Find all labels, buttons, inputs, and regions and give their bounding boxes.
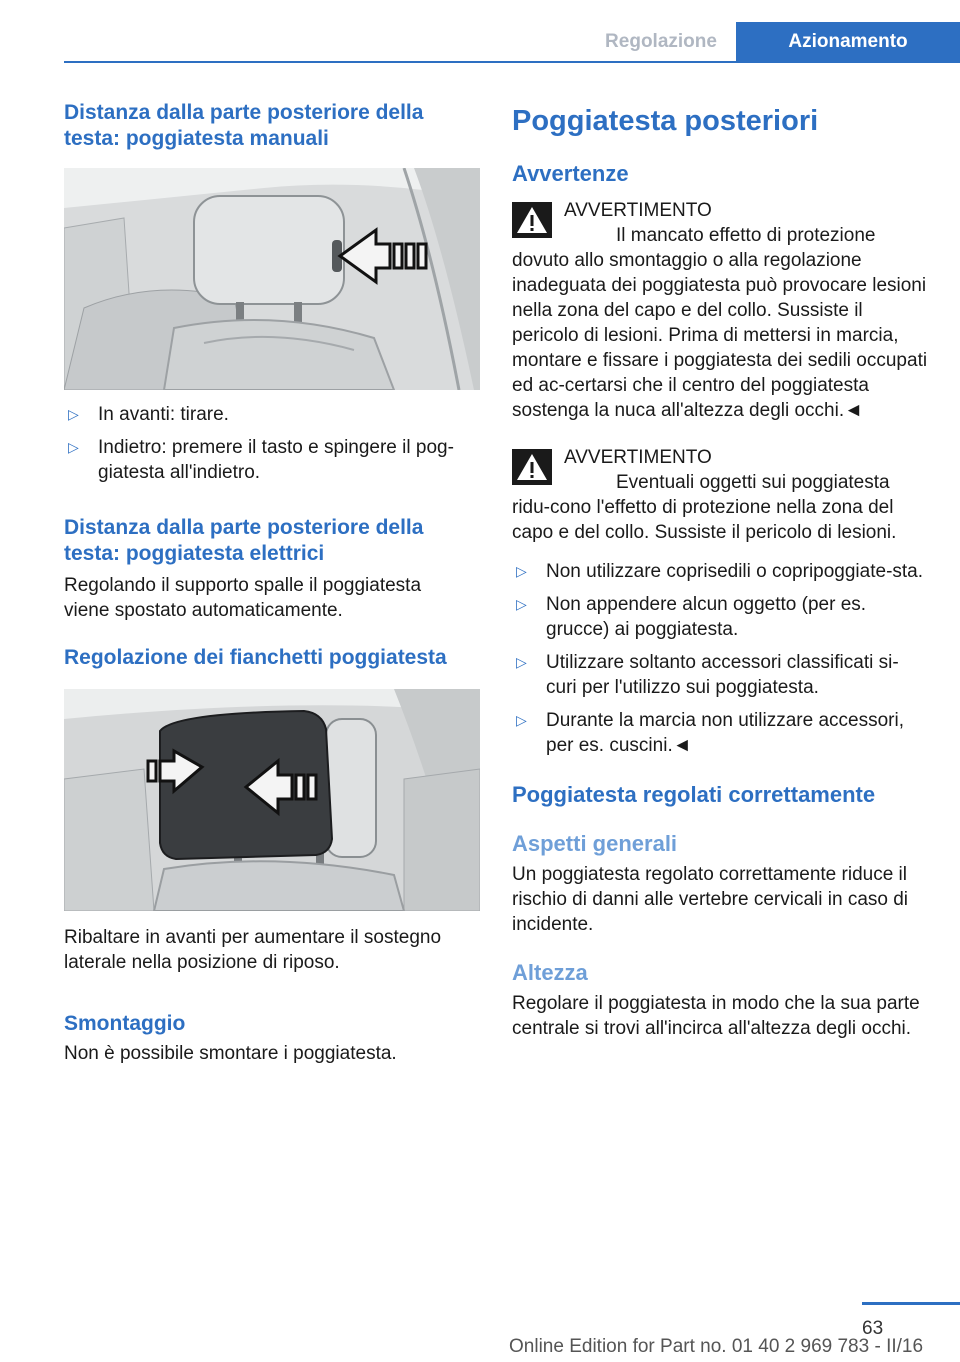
bullet-triangle-icon: ▷ xyxy=(516,712,527,728)
bullet-item: ▷ Utilizzare soltanto accessori classificati si-curi per l'utilizzo sui poggiatesta. xyxy=(516,652,899,698)
bullet-item: ▷ Non utilizzare coprisedili o copripoggiate-sta. xyxy=(516,561,924,582)
bullet-item: ▷ Durante la marcia non utilizzare accessori, per es. cuscini.◄ xyxy=(516,710,904,756)
bullet-triangle-icon: ▷ xyxy=(516,596,527,612)
right-column xyxy=(512,100,928,1041)
warning-block-2 xyxy=(512,445,928,545)
headrest-wings-figure xyxy=(64,689,480,911)
section-title-removal: Smontaggio xyxy=(64,1012,186,1035)
warnings-title: Avvertenze xyxy=(512,161,629,186)
bullet-item: ▷ Indietro: premere il tasto e spingere il pog-giatesta all'indietro. xyxy=(68,437,454,483)
wings-text: Ribaltare in avanti per aumentare il sostegno laterale nella posizione di riposo. xyxy=(64,927,442,973)
bullet-triangle-icon: ▷ xyxy=(68,439,79,455)
warning-label-1: AVVERTIMENTO xyxy=(564,200,712,221)
section-title-manual: Distanza dalla parte posteriore della testa: poggiatesta manuali xyxy=(64,101,424,150)
tab-azionamento[interactable]: Azionamento xyxy=(736,22,960,62)
bullet-triangle-icon: ▷ xyxy=(516,654,527,670)
removal-text: Non è possibile smontare i poggiatesta. xyxy=(64,1043,397,1064)
page-title: Poggiatesta posteriori xyxy=(512,105,819,137)
warning-label-2: AVVERTIMENTO xyxy=(564,447,712,468)
header-rule xyxy=(64,61,960,63)
bullet-triangle-icon: ▷ xyxy=(516,563,527,579)
bullet-item: ▷ In avanti: tirare. xyxy=(68,404,229,425)
headrest-wings-illustration xyxy=(64,689,480,911)
footer-edition: Online Edition for Part no. 01 40 2 969 783 - II/16 xyxy=(509,1336,924,1357)
section-title-electric: Distanza dalla parte posteriore della testa: poggiatesta elettrici xyxy=(64,516,424,565)
height-text: Regolare il poggiatesta in modo che la sua parte centrale si trovi all'incirca all'altezza degli occhi. xyxy=(512,993,920,1039)
warning-block-1 xyxy=(512,198,928,423)
rear-headrest-bullets xyxy=(512,559,928,758)
warning-text-1: Il mancato effetto di protezione dovuto allo smontaggio o alla regolazione inadeguata dei poggiatesta può provocare lesioni nella zona del capo e del collo. Sussiste il pericolo di lesioni. Prima di mettersi in marcia, montare e fissare i poggiatesta dei sedili occupati ed ac-certarsi che il centro del poggiatesta sostenga la nuca all'altezza degli occhi.◄ xyxy=(512,225,928,421)
subsection-title-general: Aspetti generali xyxy=(512,831,678,856)
headrest-manual-figure xyxy=(64,168,480,390)
manual-bullets xyxy=(64,402,480,485)
footer-rule xyxy=(862,1302,960,1305)
page-number: 63 xyxy=(862,1318,884,1339)
section-title-correct: Poggiatesta regolati correttamente xyxy=(512,782,876,807)
subsection-title-height: Altezza xyxy=(512,960,588,985)
electric-text: Regolando il supporto spalle il poggiatesta viene spostato automaticamente. xyxy=(64,575,422,621)
warning-text-2: Eventuali oggetti sui poggiatesta ridu-cono l'effetto di protezione nella zona del capo e del collo. Sussiste il pericolo di lesioni. xyxy=(512,472,897,543)
headrest-manual-illustration xyxy=(64,168,480,390)
warning-triangle-icon xyxy=(512,449,552,485)
section-title-wings: Regolazione dei fianchetti poggiatesta xyxy=(64,646,447,669)
general-text: Un poggiatesta regolato correttamente riduce il rischio di danni alle vertebre cervicali in caso di incidente. xyxy=(512,864,909,935)
bullet-triangle-icon: ▷ xyxy=(68,406,79,422)
left-column xyxy=(64,100,480,1066)
warning-triangle-icon xyxy=(512,202,552,238)
tab-regolazione[interactable]: Regolazione xyxy=(605,31,717,52)
bullet-item: ▷ Non appendere alcun oggetto (per es. grucce) ai poggiatesta. xyxy=(516,594,867,640)
